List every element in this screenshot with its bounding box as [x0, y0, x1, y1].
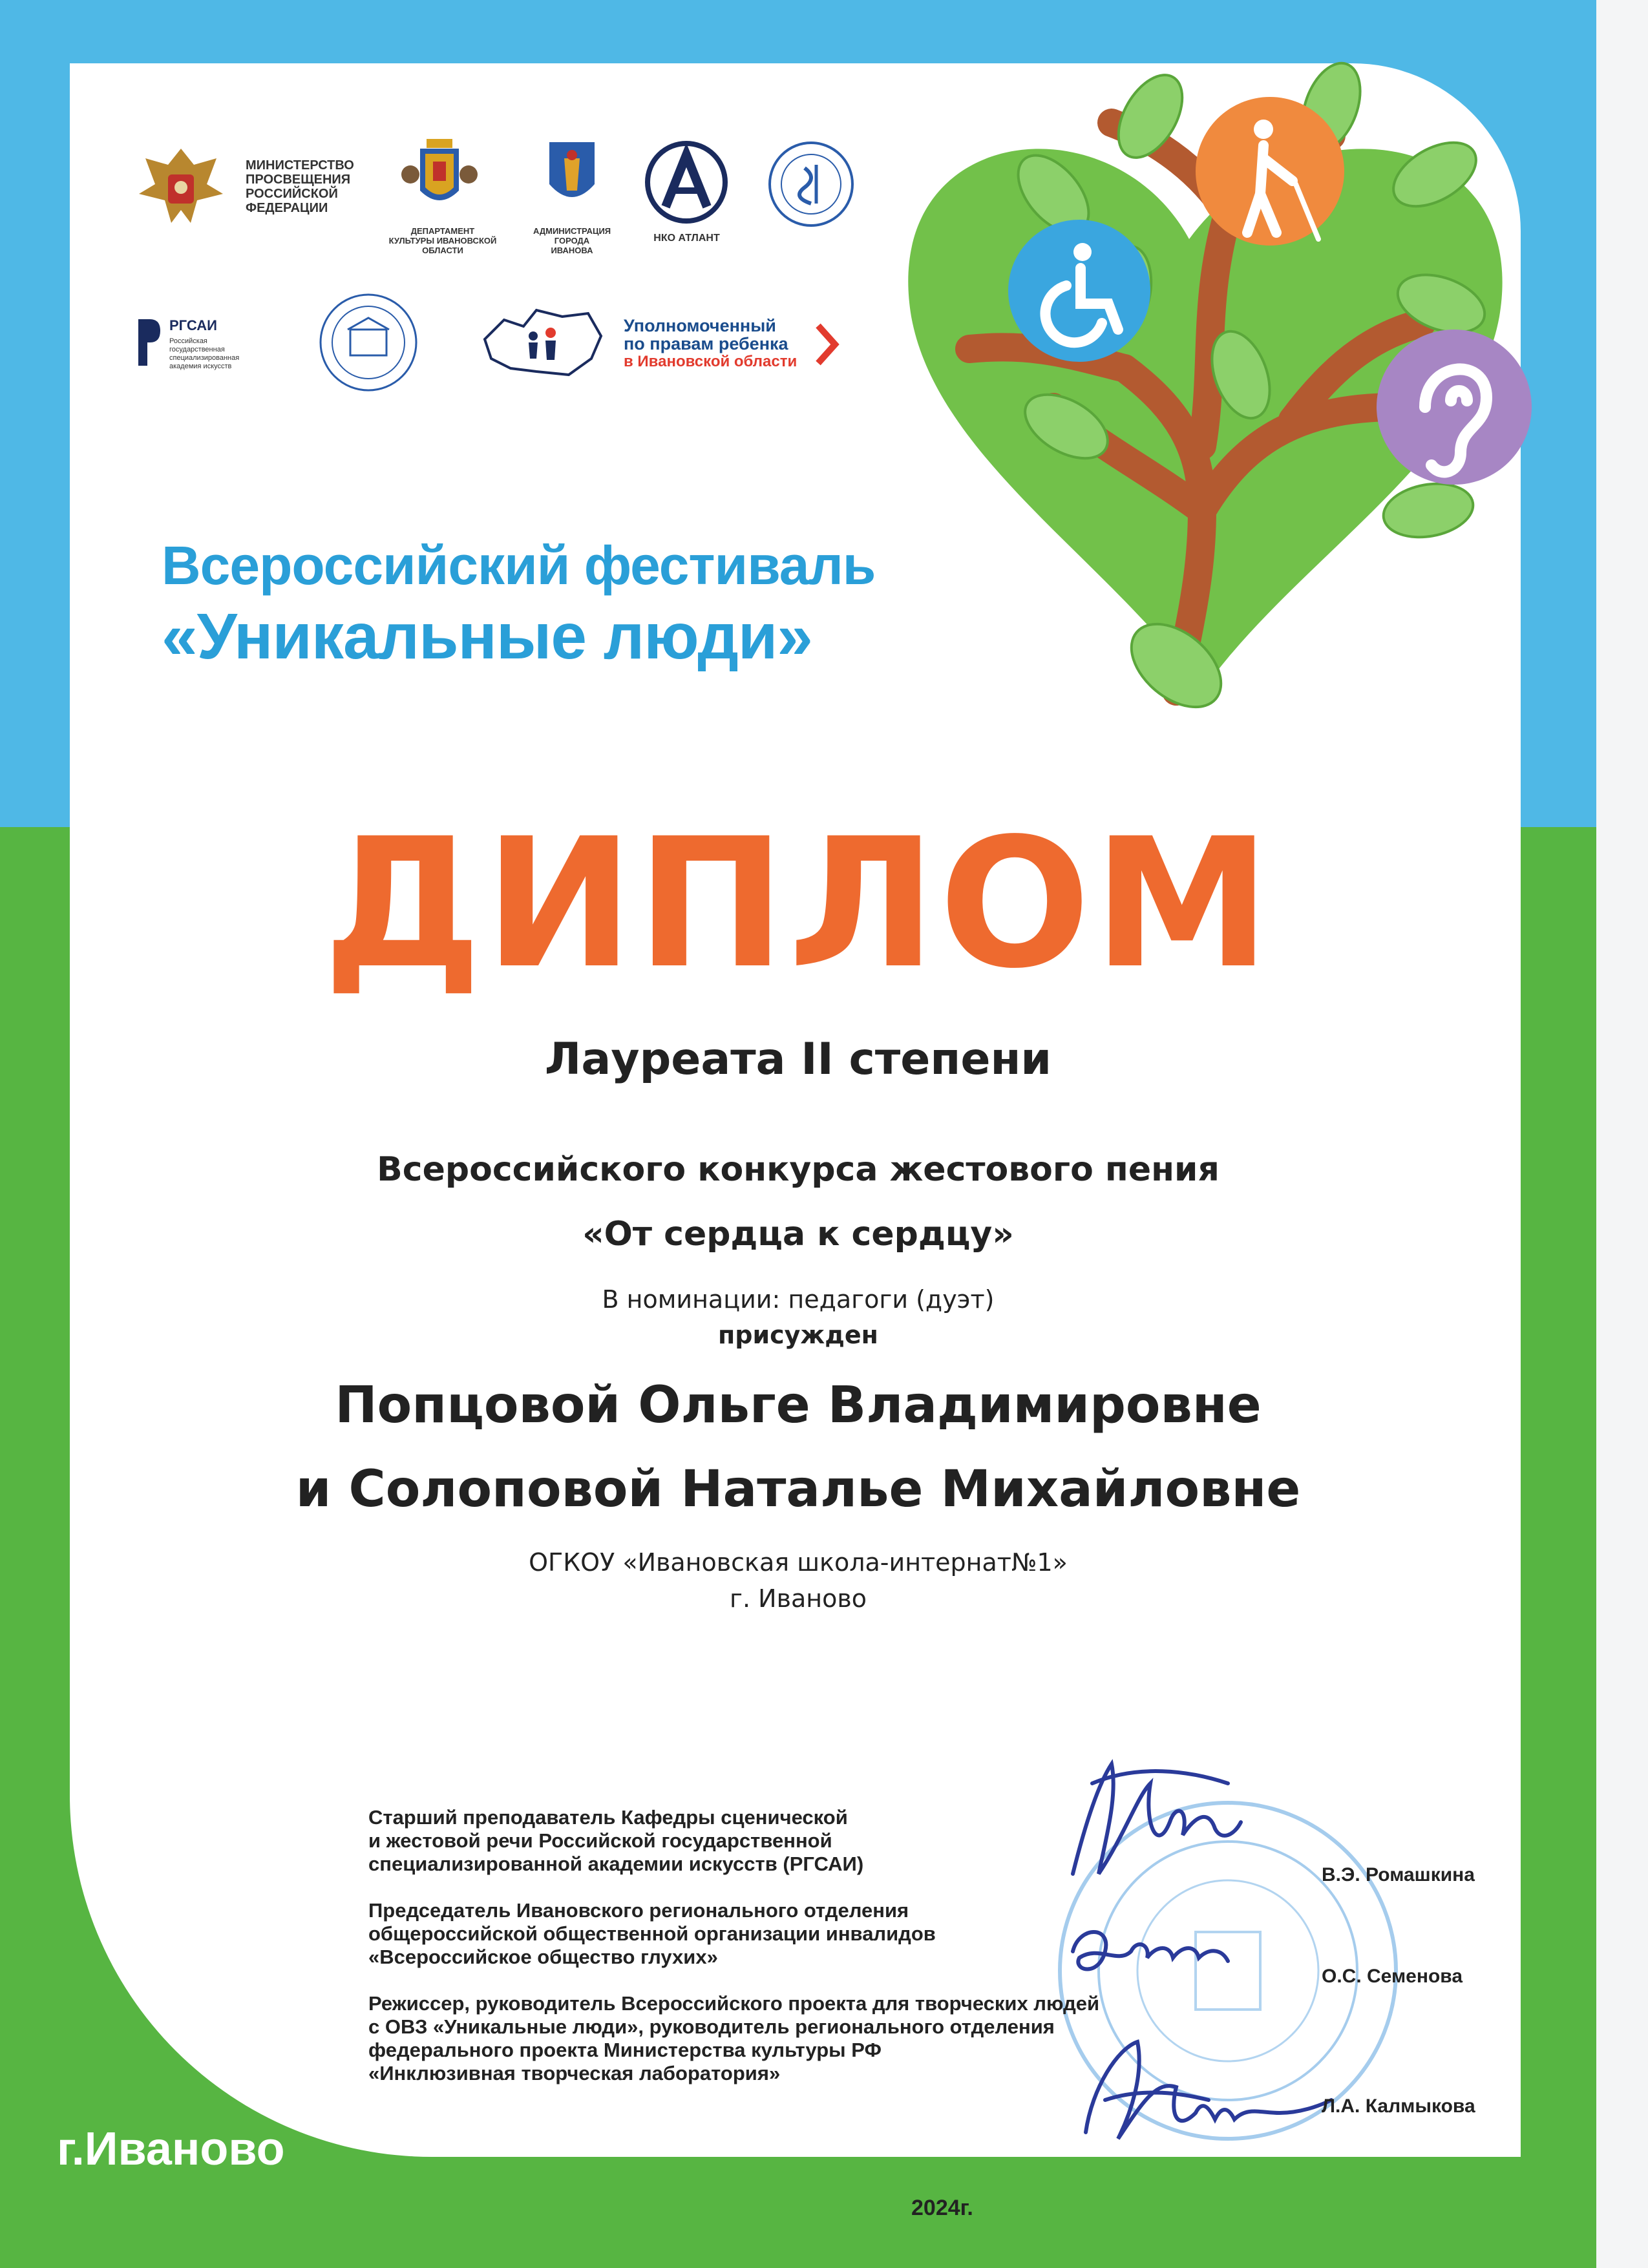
page-edge [1596, 0, 1648, 2268]
recipient-name-1: Попцовой Ольге Владимировне [335, 1376, 1262, 1434]
culture-dept-label: ДЕПАРТАМЕНТ КУЛЬТУРЫ ИВАНОВСКОЙ ОБЛАСТИ [388, 226, 497, 255]
contest-line1: Всероссийского конкурса жестового пения [377, 1150, 1220, 1189]
recipients [0, 1363, 1596, 1531]
festival-title-line2: «Уникальные люди» [162, 600, 812, 673]
university-seal-icon [317, 291, 420, 394]
ombudsman-line3: в Ивановской области [624, 353, 798, 370]
signer-1-name: В.Э. Ромашкина [1322, 1864, 1475, 1885]
diploma-title: ДИПЛОМ [322, 801, 1274, 1008]
signer-3-name: Л.А. Калмыкова [1322, 2095, 1475, 2117]
ministry-emblem-icon [132, 139, 229, 229]
signer-3-line: с ОВЗ «Уникальные люди», руководитель регионального отделения [368, 2015, 1055, 2038]
signers-list [368, 1806, 1338, 2108]
school-town: г. Иваново [730, 1584, 867, 1613]
chevron-right-icon [814, 322, 840, 367]
ombudsman-line1: Уполномоченный [624, 316, 776, 335]
nko-atlant-label: НКО АТЛАНТ [653, 233, 720, 244]
footer-city: г.Иваново [57, 2123, 285, 2175]
signer-1-title [368, 1806, 1338, 1876]
ivanovo-region-map-icon [478, 300, 607, 384]
rgsai-title: РГСАИ [169, 317, 217, 333]
rgsai-subtitle: Российская государственная специализированная академия искусств [169, 337, 240, 370]
ministry-label: МИНИСТЕРСТВО ПРОСВЕЩЕНИЯ РОССИЙСКОЙ ФЕДЕРАЦИИ [246, 158, 354, 215]
culture-dept-coat-of-arms-icon [401, 136, 478, 220]
signer-1-line: и жестовой речи Российской государственной [368, 1829, 832, 1852]
festival-title [162, 530, 875, 672]
signer-2-name: О.С. Семенова [1322, 1966, 1463, 1987]
rgsai-logo-icon [136, 317, 162, 368]
city-admin-shield-icon [546, 139, 598, 210]
signer-3-line: «Инклюзивная творческая лаборатория» [368, 2062, 781, 2084]
festival-title-line1: Всероссийский фестиваль [162, 535, 876, 596]
city-admin-label: АДМИНИСТРАЦИЯ ГОРОДА ИВАНОВА [533, 226, 611, 255]
signer-3-title [368, 1992, 1338, 2085]
nko-atlant-logo-icon [643, 139, 730, 226]
ombudsman-line2: по правам ребенка [624, 334, 788, 353]
recipient-name-2: и Солоповой Наталье Михайловне [295, 1460, 1301, 1518]
school-info [0, 1544, 1596, 1617]
awarded-label: присужден [718, 1321, 878, 1349]
signer-3-line: Режиссер, руководитель Всероссийского проекта для творческих людей [368, 1992, 1100, 2015]
signer-2-title [368, 1899, 1338, 1969]
heart-tree-illustration [840, 45, 1577, 730]
contest-title [0, 1137, 1596, 1266]
signer-1-line: специализированной академии искусств (РГСАИ) [368, 1853, 864, 1875]
contest-line2: «От сердца к сердцу» [582, 1215, 1014, 1254]
signer-2-line: общероссийской общественной организации инвалидов [368, 1922, 936, 1945]
partner-logos [129, 129, 840, 401]
signer-2-line: Председатель Ивановского регионального отделения [368, 1899, 909, 1922]
laureate-degree: Лауреата II степени [544, 1034, 1052, 1085]
signer-2-line: «Всероссийское общество глухих» [368, 1946, 718, 1968]
nomination: В номинации: педагоги (дуэт) [602, 1285, 995, 1314]
signer-3-line: федерального проекта Министерства культуры РФ [368, 2039, 882, 2061]
school-name: ОГКОУ «Ивановская школа-интернат№1» [529, 1548, 1068, 1577]
signer-1-line: Старший преподаватель Кафедры сценической [368, 1806, 848, 1829]
footer-year: 2024г. [911, 2196, 973, 2220]
